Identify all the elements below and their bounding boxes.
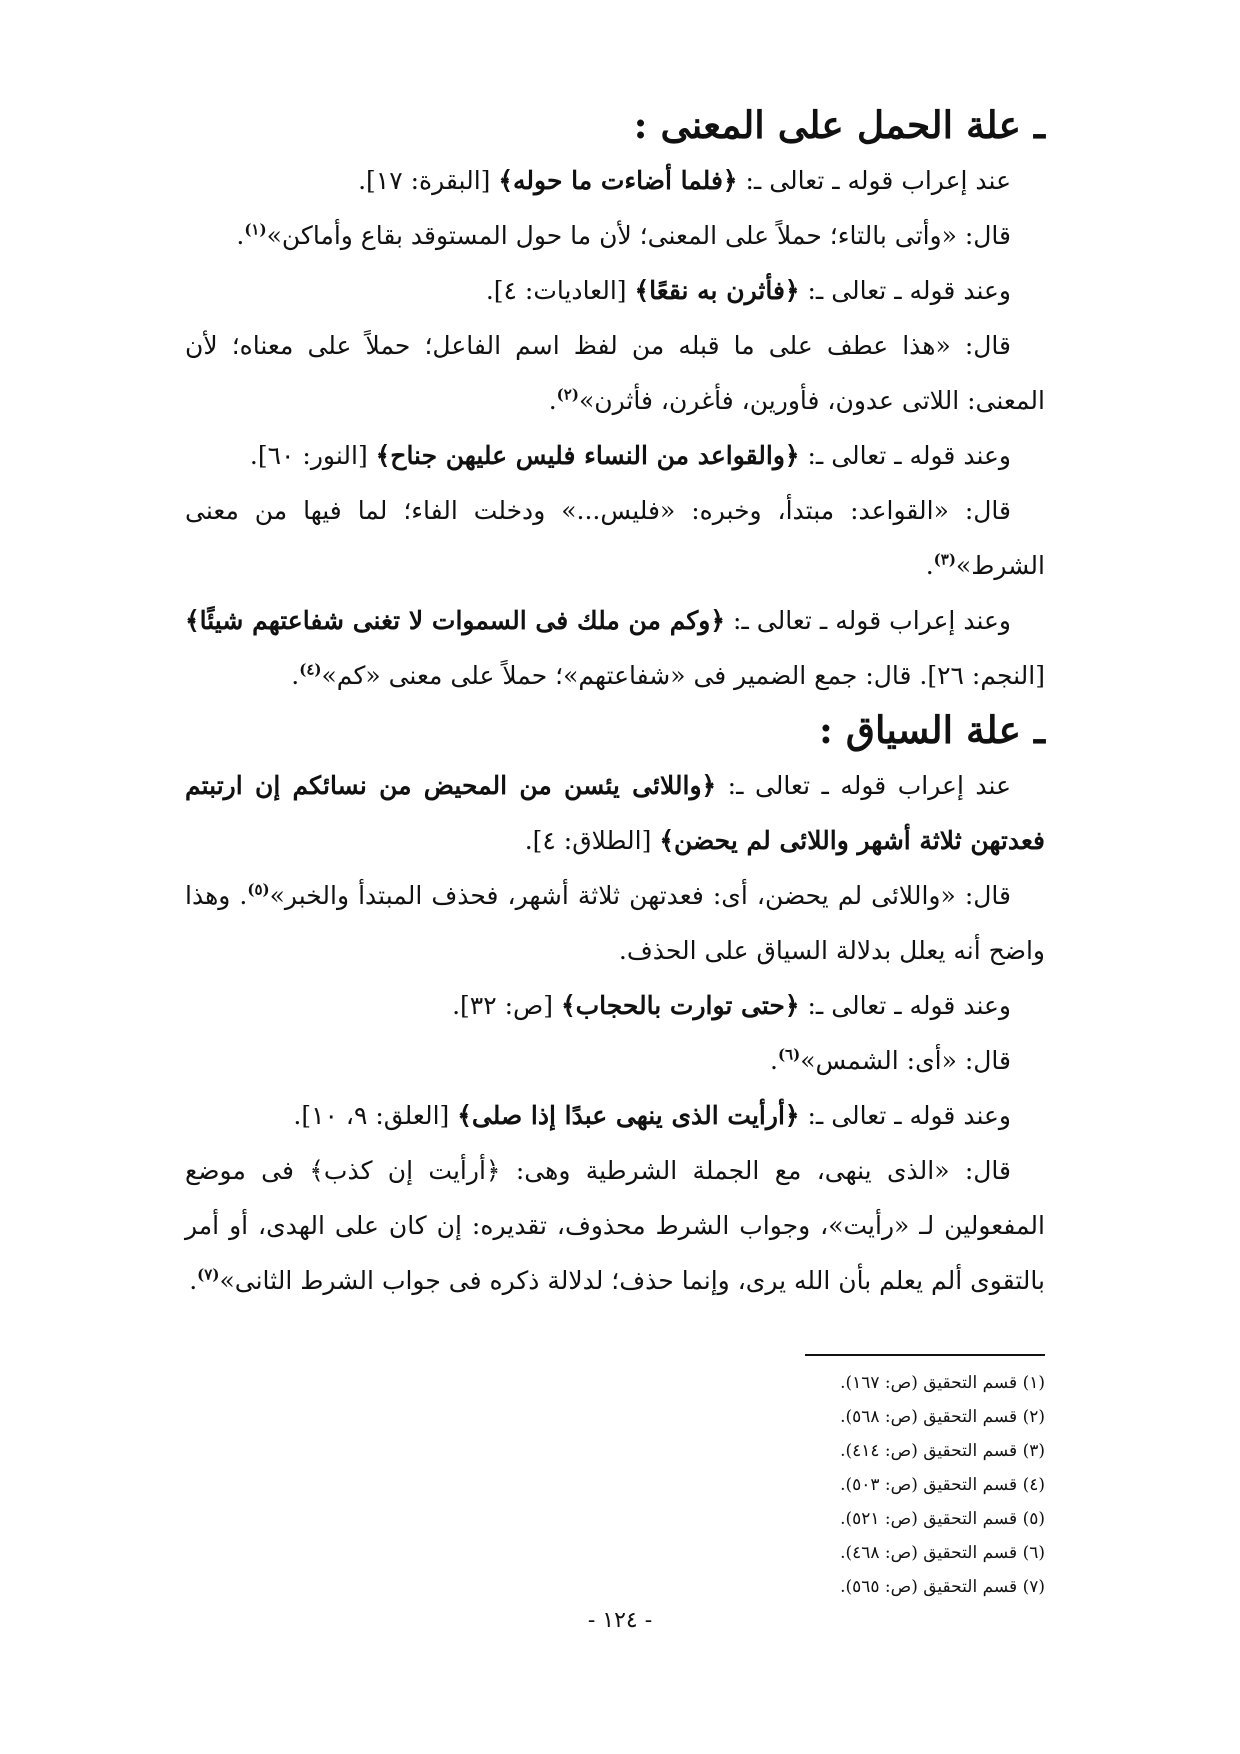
paragraph [185, 758, 1045, 868]
text-run: . [925, 551, 934, 580]
paragraph [185, 1143, 1045, 1308]
paragraph [185, 978, 1045, 1033]
quran-quote: ﴿والقواعد من النساء فليس عليهن جناح﴾ [375, 441, 800, 470]
footnote-ref: (٢) [556, 385, 579, 404]
text-run: . [769, 1046, 778, 1075]
text-run: قال: «أى: الشمس» [800, 1046, 1011, 1075]
text-run: . [548, 386, 557, 415]
footnote-ref: (٤) [299, 660, 322, 679]
text-run: . [189, 1266, 198, 1295]
page-body [185, 98, 1045, 1308]
text-run: قال: «القواعد: مبتدأ، وخبره: «فليس...» ودخلت الفاء؛ لما فيها من معنى الشرط» [185, 496, 1045, 580]
paragraph [185, 263, 1045, 318]
footnote-ref: (١) [244, 220, 267, 239]
text-run: . [236, 221, 245, 250]
text-run: قال: «وأتى بالتاء؛ حملاً على المعنى؛ لأن ما حول المستوقد بقاع وأماكن» [266, 221, 1011, 250]
paragraph [185, 208, 1045, 263]
quran-quote: ﴿فلما أضاءت ما حوله﴾ [498, 166, 738, 195]
text-run: . [291, 661, 300, 690]
text-run: [العلق: ٩، ١٠]. [293, 1101, 458, 1130]
text-run: . وهذا واضح أنه يعلل بدلالة السياق على الحذف. [185, 881, 1045, 965]
paragraph [185, 593, 1045, 703]
section-heading: ـ علة الحمل على المعنى : [633, 103, 1045, 147]
quran-quote: ﴿حتى توارت بالحجاب﴾ [560, 991, 800, 1020]
text-run: عند إعراب قوله ـ تعالى ـ: [716, 771, 1012, 800]
section-heading: ـ علة السياق : [818, 708, 1045, 752]
text-run: [الطلاق: ٤]. [524, 826, 660, 855]
text-run: قال: «واللائى لم يحضن، أى: فعدتهن ثلاثة أشهر، فحذف المبتدأ والخبر» [269, 881, 1012, 910]
quran-quote: ﴿فأثرن به نقعًا﴾ [634, 276, 800, 305]
paragraph [185, 483, 1045, 593]
footnote-item: (٥) قسم التحقيق (ص: ٥٢١). [840, 1509, 1045, 1529]
text-run: وعند إعراب قوله ـ تعالى ـ: [725, 606, 1012, 635]
text-run: وعند قوله ـ تعالى ـ: [799, 1101, 1011, 1130]
paragraph [185, 1088, 1045, 1143]
footnote-item: (٦) قسم التحقيق (ص: ٤٦٨). [840, 1543, 1045, 1563]
footnote-ref: (٧) [197, 1265, 220, 1284]
quran-quote: ﴿أرأيت الذى ينهى عبدًا إذا صلى﴾ [457, 1101, 800, 1130]
footnote-ref: (٦) [777, 1045, 801, 1064]
section-meaning [185, 98, 1045, 703]
paragraph [185, 428, 1045, 483]
footnote-separator [805, 1354, 1045, 1356]
text-run: [النجم: ٢٦]. قال: جمع الضمير فى «شفاعتهم»؛ حملاً على معنى «كم» [321, 661, 1045, 690]
paragraph [185, 868, 1045, 978]
footnote-ref: (٥) [247, 880, 270, 899]
quran-quote: ﴿واللائى يئسن من المحيض من نسائكم إن ارتبتم فعدتهن ثلاثة أشهر واللائى لم يحضن﴾ [185, 771, 1045, 855]
text-run: قال: «هذا عطف على ما قبله من لفظ اسم الفاعل؛ حملاً على معناه؛ لأن المعنى: اللاتى عدون، فأورين، فأغرن، فأثرن» [185, 331, 1045, 415]
text-run: [البقرة: ١٧]. [358, 166, 499, 195]
text-run: وعند قوله ـ تعالى ـ: [799, 441, 1011, 470]
footnote-item: (١) قسم التحقيق (ص: ١٦٧). [840, 1373, 1045, 1393]
footnote-item: (٤) قسم التحقيق (ص: ٥٠٣). [840, 1475, 1045, 1495]
footnote-item: (٢) قسم التحقيق (ص: ٥٦٨). [840, 1407, 1045, 1427]
paragraph [185, 153, 1045, 208]
section-context [185, 703, 1045, 1308]
text-run: [النور: ٦٠]. [249, 441, 376, 470]
text-run: وعند قوله ـ تعالى ـ: [799, 276, 1011, 305]
paragraph [185, 318, 1045, 428]
footnote-ref: (٣) [933, 550, 956, 569]
text-run: [العاديات: ٤]. [485, 276, 635, 305]
footnote-item: (٣) قسم التحقيق (ص: ٤١٤). [840, 1441, 1045, 1461]
footnote-list [185, 1354, 1045, 1604]
quran-quote: ﴿وكم من ملك فى السموات لا تغنى شفاعتهم شيئًا﴾ [185, 606, 725, 635]
footnotes [185, 1354, 1045, 1604]
text-run: عند إعراب قوله ـ تعالى ـ: [737, 166, 1011, 195]
text-run: قال: «الذى ينهى، مع الجملة الشرطية وهى: ﴿أرأيت إن كذب﴾ فى موضع المفعولين لـ «رأيت»، وجواب الشرط محذوف، تقديره: إن كان على الهدى، أو أمر بالتقوى ألم يعلم بأن الله يرى، وإنما حذف؛ لدلالة ذكره فى جواب الشرط الثانى» [185, 1156, 1045, 1295]
text-run: وعند قوله ـ تعالى ـ: [799, 991, 1011, 1020]
text-run: [ص: ٣٢]. [452, 991, 561, 1020]
footnote-item: (٧) قسم التحقيق (ص: ٥٦٥). [840, 1577, 1045, 1597]
page-number: - ١٢٤ - [587, 1608, 653, 1633]
paragraph [185, 1033, 1045, 1088]
